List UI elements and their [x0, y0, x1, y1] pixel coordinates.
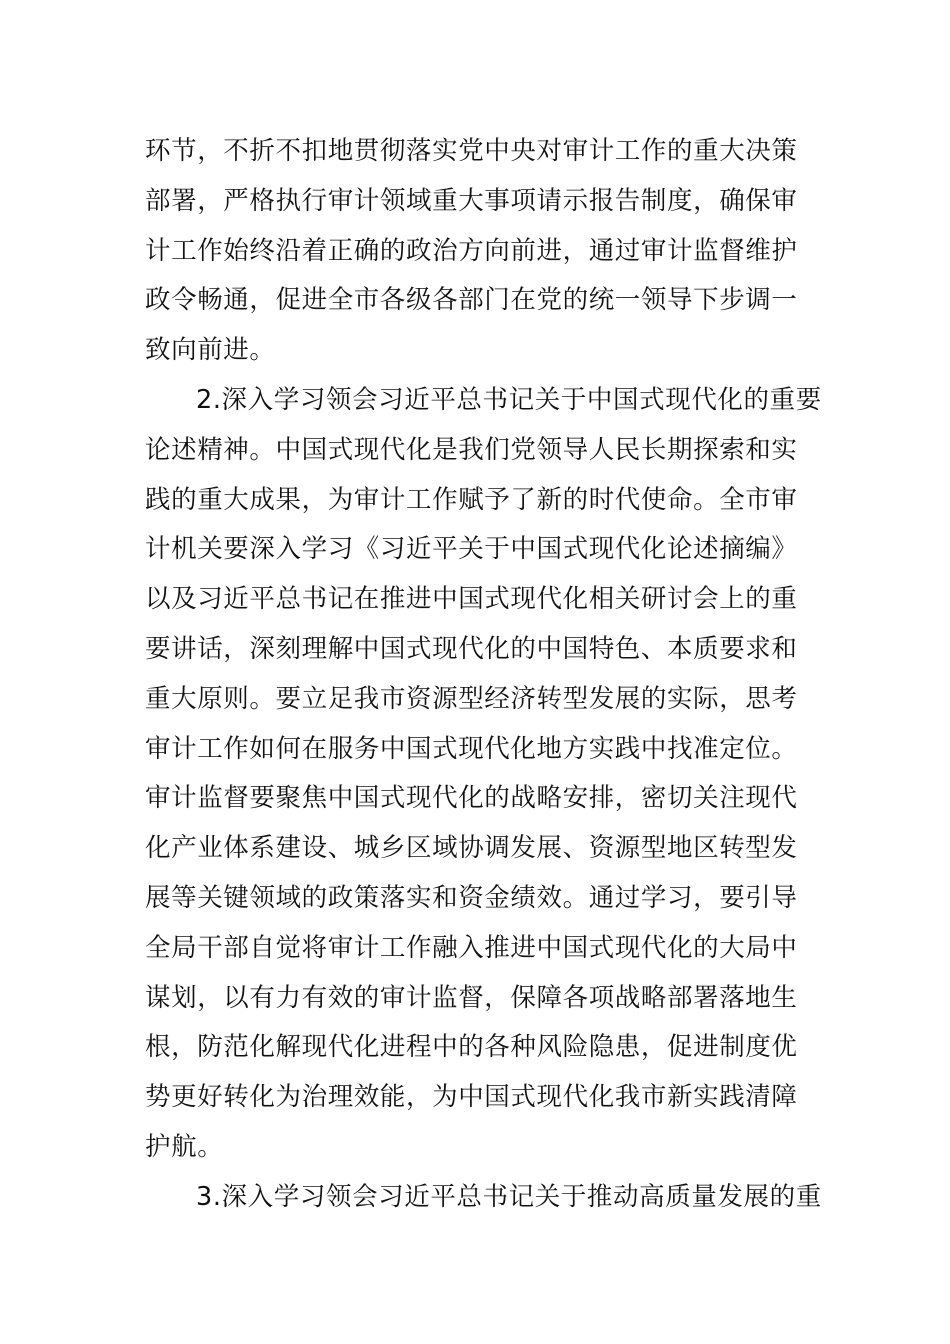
text-line: 计工作始终沿着正确的政治方向前进，通过审计监督维护 — [145, 235, 798, 266]
paragraph-1 — [145, 127, 810, 376]
text-line: 护航。 — [145, 1131, 224, 1162]
text-line: 政令畅通，促进全市各级各部门在党的统一领导下步调一 — [145, 285, 798, 316]
section-heading-line: 3.深入学习领会习近平总书记关于推动高质量发展的重 — [196, 1181, 822, 1212]
text-line: 根，防范化解现代化进程中的各种风险隐患，促进制度优 — [145, 1032, 798, 1063]
text-line: 要讲话，深刻理解中国式现代化的中国特色、本质要求和 — [145, 633, 798, 664]
text-line: 致向前进。 — [145, 335, 276, 366]
text-line: 以及习近平总书记在推进中国式现代化相关研讨会上的重 — [145, 584, 798, 615]
text-line: 势更好转化为治理效能，为中国式现代化我市新实践清障 — [145, 1082, 798, 1113]
text-line: 论述精神。中国式现代化是我们党领导人民长期探索和实 — [145, 434, 798, 465]
text-line: 计机关要深入学习《习近平关于中国式现代化论述摘编》 — [145, 534, 798, 565]
text-line: 审计监督要聚焦中国式现代化的战略安排，密切关注现代 — [145, 783, 798, 814]
document-page — [145, 127, 822, 1223]
text-line: 部署，严格执行审计领域重大事项请示报告制度，确保审 — [145, 185, 798, 216]
paragraph-3 — [145, 1173, 822, 1223]
paragraph-2 — [145, 376, 822, 1173]
text-line: 重大原则。要立足我市资源型经济转型发展的实际，思考 — [145, 683, 798, 714]
text-line: 谋划，以有力有效的审计监督，保障各项战略部署落地生 — [145, 982, 798, 1013]
text-line: 审计工作如何在服务中国式现代化地方实践中找准定位。 — [145, 733, 798, 764]
section-heading-line: 2.深入学习领会习近平总书记关于中国式现代化的重要 — [196, 384, 822, 415]
text-line: 化产业体系建设、城乡区域协调发展、资源型地区转型发 — [145, 833, 798, 864]
text-line: 展等关键领域的政策落实和资金绩效。通过学习，要引导 — [145, 882, 798, 913]
text-line: 全局干部自觉将审计工作融入推进中国式现代化的大局中 — [145, 932, 798, 963]
text-line: 环节，不折不扣地贯彻落实党中央对审计工作的重大决策 — [145, 136, 798, 166]
text-line: 践的重大成果，为审计工作赋予了新的时代使命。全市审 — [145, 484, 798, 515]
